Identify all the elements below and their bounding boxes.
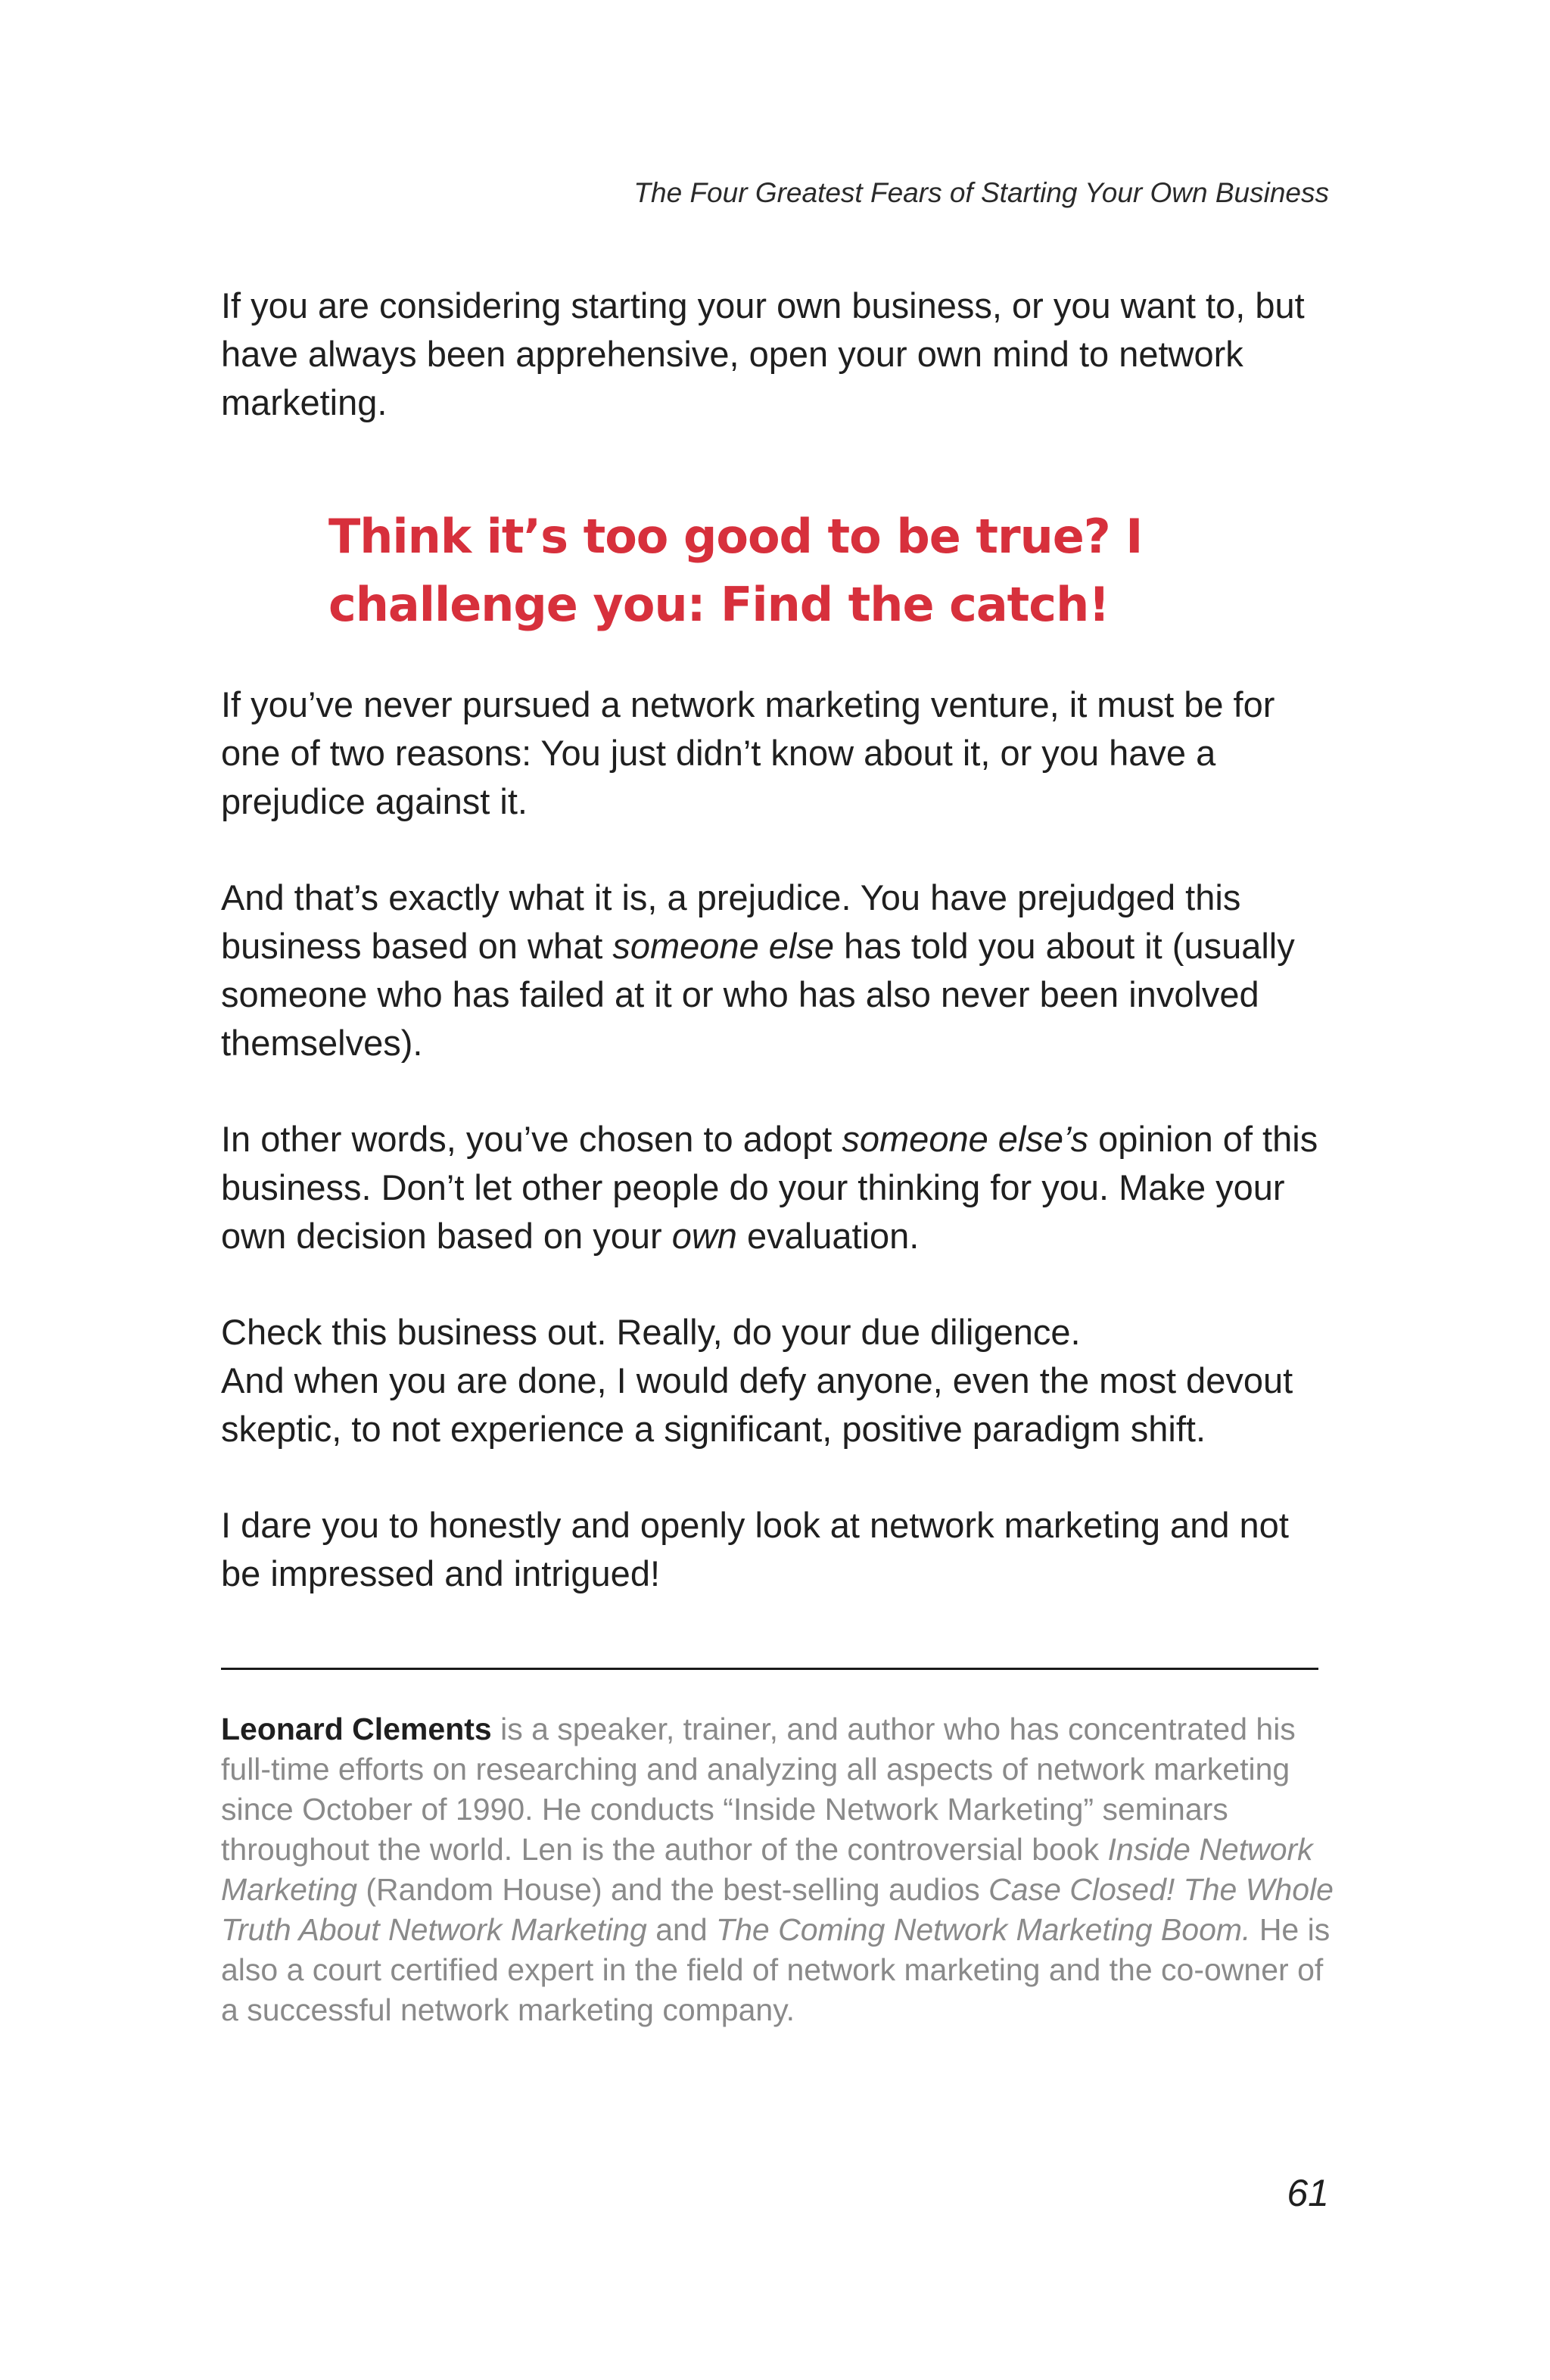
emphasis-text: someone else’s bbox=[842, 1119, 1089, 1159]
text-run: And that’s exactly what it is, a prejudice. You have prejudged this business based on what bbox=[221, 877, 1241, 966]
text-run: evaluation. bbox=[736, 1216, 920, 1256]
text-line: And when you are done, I would defy anyone, even the most devout skeptic, to not experience a significant, positive paradigm shift. bbox=[221, 1360, 1293, 1449]
text-run: He is also a court certified expert in the field of network marketing and the co-owner of a successful network marketing company. bbox=[221, 1912, 1331, 2027]
emphasis-text: someone else bbox=[612, 926, 834, 966]
audio-title: The Coming Network Marketing Boom. bbox=[716, 1912, 1251, 1947]
running-head: The Four Greatest Fears of Starting Your Own Business bbox=[633, 177, 1329, 208]
text-run: is a speaker, trainer, and author who has concentrated his full-time efforts on researching and analyzing all aspects of network marketing since October of 1990. He conducts “Inside Network Marketing” seminars throughout the world. Len is the author of the controversial book bbox=[221, 1712, 1296, 1867]
paragraph-check bbox=[221, 1308, 1334, 1453]
audio-title: Case Closed! The Whole Truth About Network Marketing bbox=[221, 1872, 1334, 1947]
book-title: Inside Network Marketing bbox=[221, 1832, 1313, 1907]
page-number: 61 bbox=[1287, 2172, 1329, 2214]
paragraph-other-words bbox=[221, 1115, 1334, 1260]
section-divider bbox=[221, 1668, 1318, 1670]
author-bio bbox=[221, 1709, 1334, 2030]
main-text bbox=[221, 282, 1334, 1646]
paragraph-reasons: If you’ve never pursued a network marketing venture, it must be for one of two reasons: You just didn’t know about it, or you have a prejudice against it. bbox=[221, 684, 1275, 821]
text-run: opinion of this business. Don’t let other people do your thinking for you. Make your own decision based on your bbox=[221, 1119, 1318, 1256]
paragraph-prejudice bbox=[221, 874, 1334, 1067]
text-run: (Random House) and the best-selling audios bbox=[357, 1872, 989, 1907]
text-run: In other words, you’ve chosen to adopt bbox=[221, 1119, 842, 1159]
emphasis-text: own bbox=[671, 1216, 737, 1256]
author-name: Leonard Clements bbox=[221, 1712, 492, 1746]
text-run: and bbox=[646, 1912, 717, 1947]
paragraph-intro: If you are considering starting your own business, or you want to, but have always been apprehensive, open your own mind to network marketing. bbox=[221, 285, 1305, 422]
paragraph-dare: I dare you to honestly and openly look at network marketing and not be impressed and intrigued! bbox=[221, 1505, 1289, 1593]
pull-quote: Think it’s too good to be true? I challenge you: Find the catch! bbox=[328, 509, 1143, 632]
text-run: has told you about it (usually someone who has failed at it or who has also never been involved themselves). bbox=[221, 926, 1295, 1063]
text-line: Check this business out. Really, do your due diligence. bbox=[221, 1312, 1081, 1352]
